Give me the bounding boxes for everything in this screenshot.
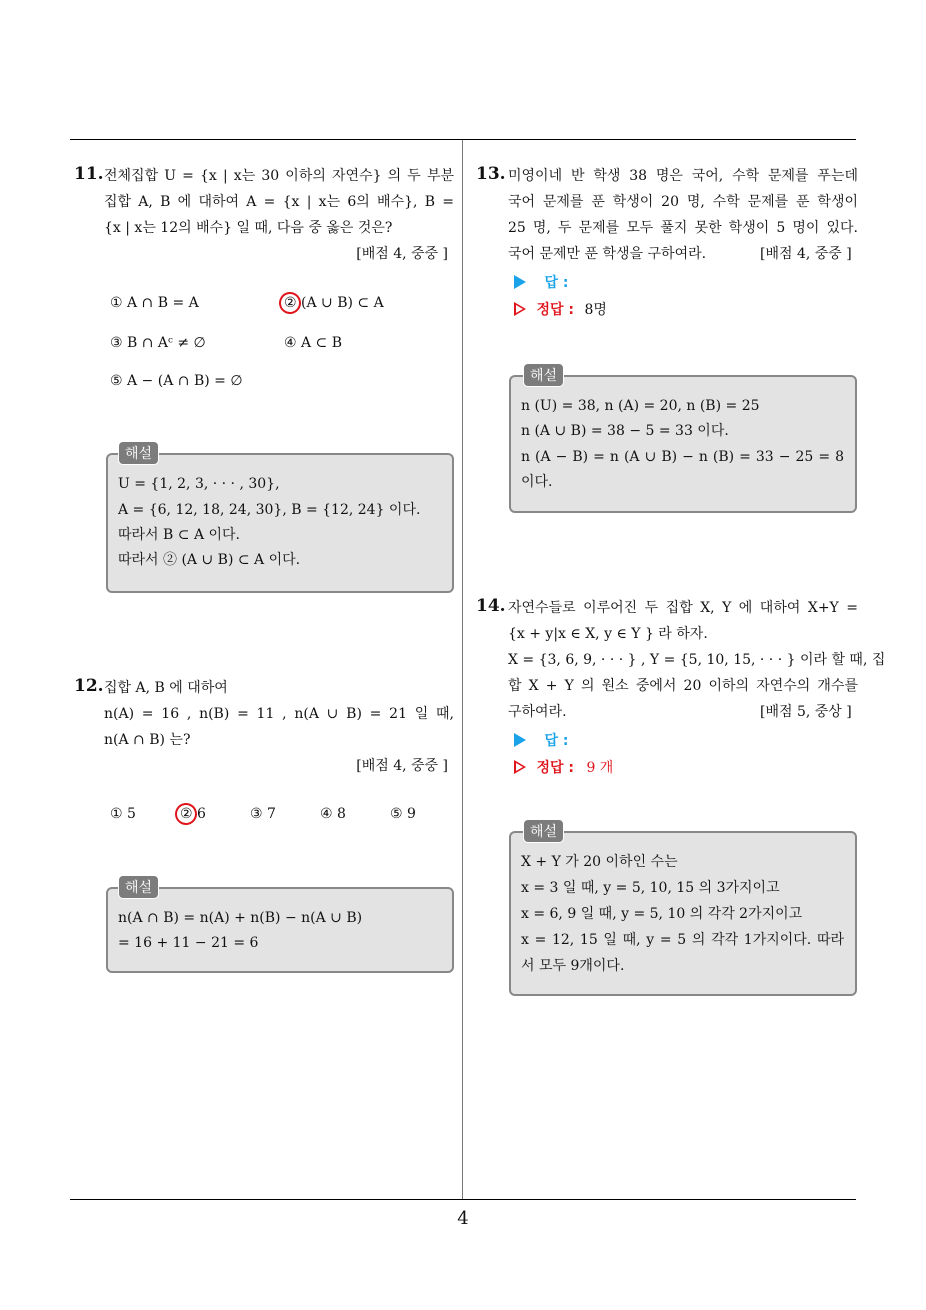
question-text: 집합 A, B 에 대하여 A = {x | x는 6의 배수}, B = <box>104 194 454 210</box>
option-1[interactable]: ① A ∩ B = A <box>110 295 199 311</box>
correct-label: 정답 : <box>536 760 574 776</box>
question-text: 국어 문제만 푼 학생을 구하여라. <box>508 246 707 262</box>
play-triangle-icon <box>514 733 526 747</box>
answer-row <box>514 272 568 292</box>
solution-tag: 해설 <box>118 875 159 899</box>
correct-value: 9 개 <box>586 760 614 776</box>
answer-row <box>514 730 568 750</box>
correct-value: 8명 <box>584 302 607 318</box>
solution-line: x = 12, 15 일 때, y = 5 의 각각 1가지이다. 따라 <box>521 932 844 948</box>
question-text: 집합 A, B 에 대하여 <box>104 680 228 696</box>
hollow-triangle-icon <box>514 760 526 774</box>
solution-line: n (A ∪ B) = 38 − 5 = 33 이다. <box>521 423 729 439</box>
solution-line: 따라서 B ⊂ A 이다. <box>118 527 240 543</box>
solution-tag: 해설 <box>523 363 564 387</box>
option-2[interactable]: ② (A ∪ B) ⊂ A <box>284 295 384 311</box>
option-2[interactable]: ② 6 <box>180 806 206 822</box>
question-text: 전체집합 U = {x | x는 30 이하의 자연수} 의 두 부분 <box>104 168 454 184</box>
solution-line: x = 3 일 때, y = 5, 10, 15 의 3가지이고 <box>521 880 780 896</box>
column-divider <box>462 140 463 1200</box>
score-label: [배점 4, 중중 ] <box>356 246 448 262</box>
answer-label: 답 : <box>544 733 569 749</box>
solution-line: X + Y 가 20 이하인 수는 <box>521 854 678 870</box>
top-rule <box>70 139 856 140</box>
solution-line: 이다. <box>521 474 553 490</box>
question-number: 14. <box>476 596 506 616</box>
question-text: {x + y|x ∈ X, y ∈ Y } 라 하자. <box>508 626 708 642</box>
solution-line: = 16 + 11 − 21 = 6 <box>118 935 259 951</box>
page-number: 4 <box>457 1208 469 1229</box>
option-4[interactable]: ④ 8 <box>320 806 346 822</box>
question-text: {x | x는 12의 배수} 일 때, 다음 중 옳은 것은? <box>104 220 393 236</box>
option-3[interactable]: ③ 7 <box>250 806 276 822</box>
correct-label: 정답 : <box>536 302 574 318</box>
question-text: X = {3, 6, 9, · · · } , Y = {5, 10, 15, · · · } 이라 할 때, 집 <box>508 652 886 668</box>
option-4[interactable]: ④ A ⊂ B <box>284 335 343 351</box>
question-text: n(A ∩ B) 는? <box>104 732 191 748</box>
question-text: 미영이네 반 학생 38 명은 국어, 수학 문제를 푸는데 <box>508 168 858 184</box>
question-text: 25 명, 두 문제를 모두 풀지 못한 학생이 5 명이 있다. <box>508 220 858 236</box>
solution-tag: 해설 <box>118 441 159 465</box>
solution-line: n(A ∩ B) = n(A) + n(B) − n(A ∪ B) <box>118 910 363 926</box>
bottom-rule <box>70 1199 856 1200</box>
solution-tag: 해설 <box>523 819 564 843</box>
solution-box <box>106 887 454 973</box>
option-1[interactable]: ① 5 <box>110 806 136 822</box>
score-label: [배점 5, 중상 ] <box>760 704 852 720</box>
option-5[interactable]: ⑤ A − (A ∩ B) = ∅ <box>110 373 243 389</box>
solution-line: 서 모두 9개이다. <box>521 958 625 974</box>
hollow-triangle-icon <box>514 302 526 316</box>
question-text: 합 X + Y 의 원소 중에서 20 이하의 자연수의 개수를 <box>508 678 858 694</box>
solution-line: 따라서 ② (A ∪ B) ⊂ A 이다. <box>118 552 301 568</box>
score-label: [배점 4, 중중 ] <box>760 246 852 262</box>
solution-line: A = {6, 12, 18, 24, 30}, B = {12, 24} 이다. <box>118 502 421 518</box>
question-number: 12. <box>74 676 104 696</box>
question-number: 11. <box>74 164 104 184</box>
correct-answer-row <box>514 299 607 319</box>
option-3[interactable]: ③ B ∩ Aᶜ ≠ ∅ <box>110 335 206 351</box>
option-5[interactable]: ⑤ 9 <box>390 806 416 822</box>
question-text: 구하여라. <box>508 704 567 720</box>
play-triangle-icon <box>514 275 526 289</box>
answer-label: 답 : <box>544 275 569 291</box>
correct-answer-row <box>514 757 613 777</box>
question-number: 13. <box>476 164 506 184</box>
solution-line: n (U) = 38, n (A) = 20, n (B) = 25 <box>521 398 760 414</box>
solution-line: n (A − B) = n (A ∪ B) − n (B) = 33 − 25 = 8 <box>521 449 844 465</box>
question-text: 자연수들로 이루어진 두 집합 X, Y 에 대하여 X+Y = <box>508 600 858 616</box>
solution-line: x = 6, 9 일 때, y = 5, 10 의 각각 2가지이고 <box>521 906 803 922</box>
question-text: 국어 문제를 푼 학생이 20 명, 수학 문제를 푼 학생이 <box>508 194 858 210</box>
score-label: [배점 4, 중중 ] <box>356 758 448 774</box>
solution-line: U = {1, 2, 3, · · · , 30}, <box>118 476 280 492</box>
question-text: n(A) = 16 , n(B) = 11 , n(A ∪ B) = 21 일 때, <box>104 706 454 722</box>
